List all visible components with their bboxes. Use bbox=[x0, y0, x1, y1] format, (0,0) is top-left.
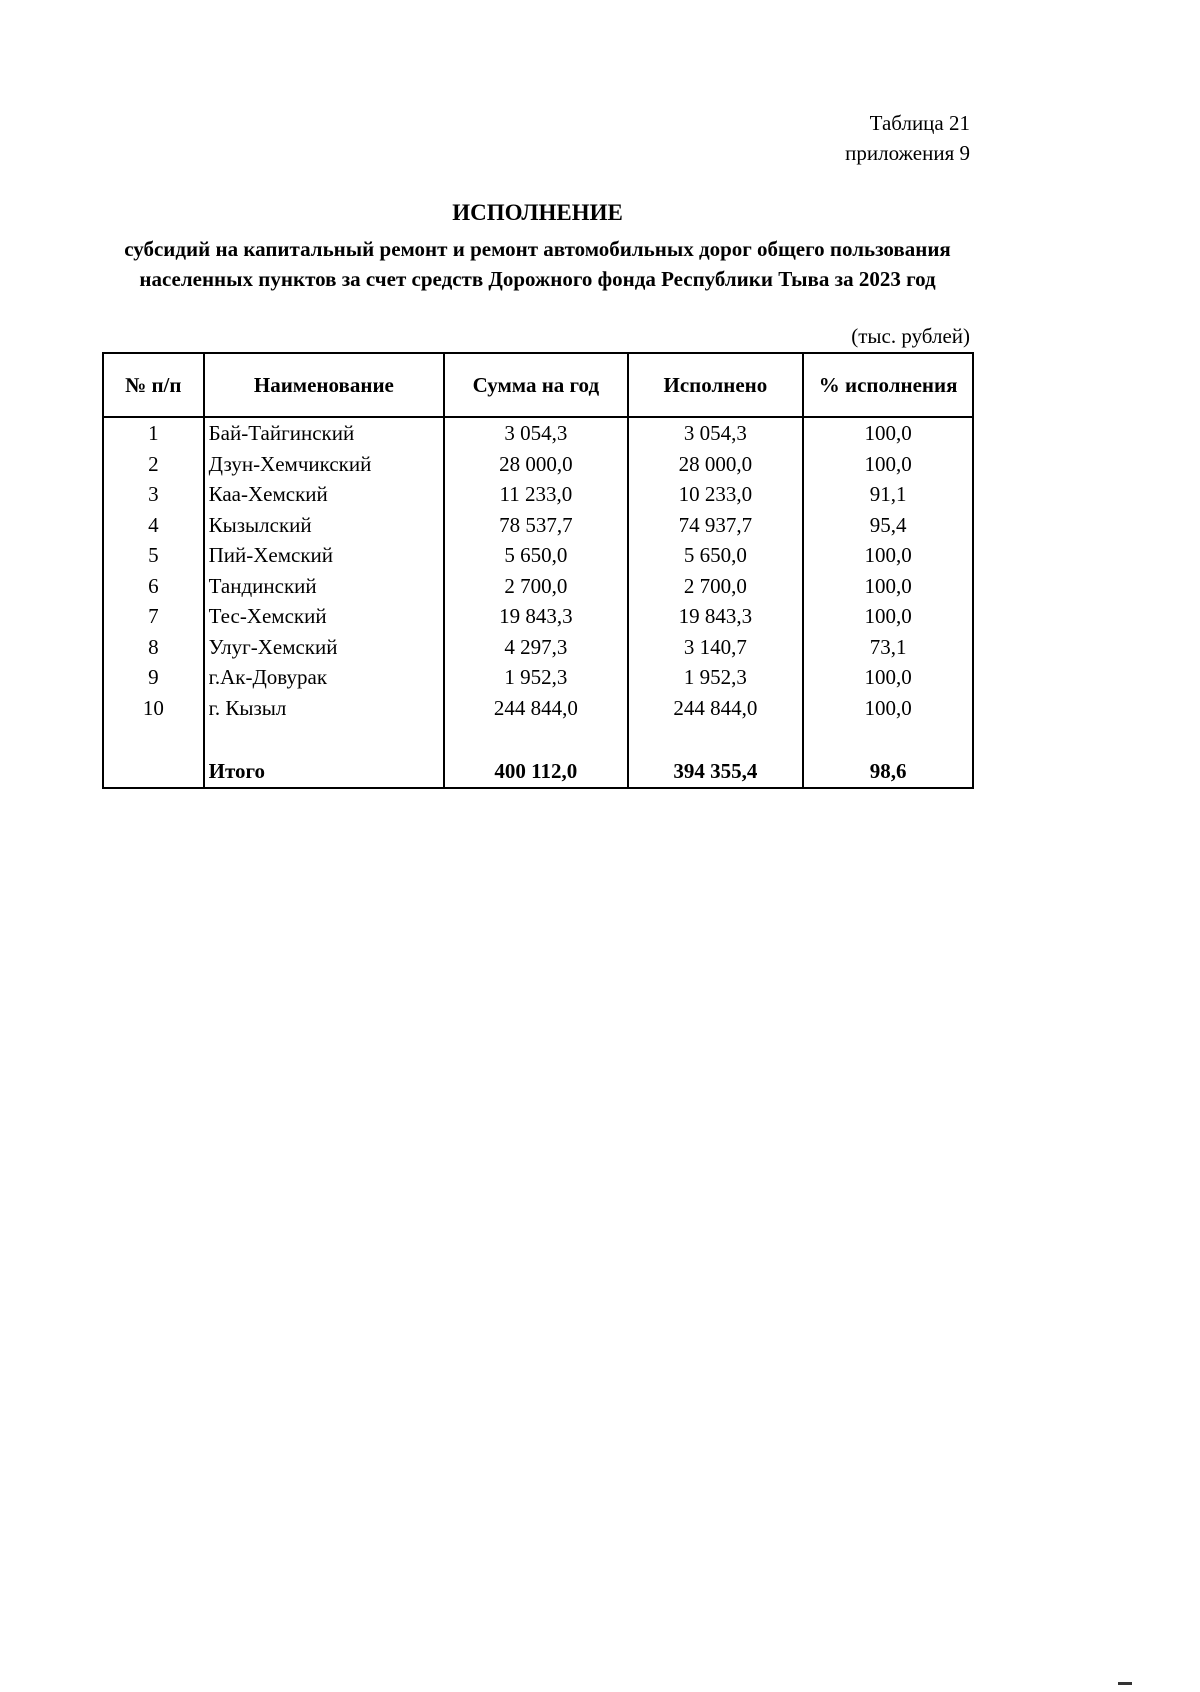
row-name: Тандинский bbox=[204, 571, 445, 602]
table-row bbox=[103, 417, 973, 449]
row-done: 19 843,3 bbox=[628, 601, 804, 632]
row-name: Дзун-Хемчикский bbox=[204, 449, 445, 480]
row-plan: 28 000,0 bbox=[444, 449, 627, 480]
table-spacer-row bbox=[103, 723, 973, 753]
total-plan: 400 112,0 bbox=[444, 753, 627, 788]
column-header-percent: % исполнения bbox=[803, 353, 973, 417]
row-number: 10 bbox=[103, 693, 204, 724]
row-name: Кызылский bbox=[204, 510, 445, 541]
row-plan: 1 952,3 bbox=[444, 662, 627, 693]
table-row bbox=[103, 601, 973, 632]
row-percent: 100,0 bbox=[803, 417, 973, 449]
column-header-number: № п/п bbox=[103, 353, 204, 417]
row-percent: 73,1 bbox=[803, 632, 973, 663]
row-number: 4 bbox=[103, 510, 204, 541]
document-subtitle: субсидий на капитальный ремонт и ремонт автомобильных дорог общего пользования населенных пунктов за счет средств Дорожного фонда Республики Тыва за 2023 год bbox=[124, 237, 951, 291]
table-row bbox=[103, 510, 973, 541]
row-done: 74 937,7 bbox=[628, 510, 804, 541]
row-name: г. Кызыл bbox=[204, 693, 445, 724]
table-row bbox=[103, 479, 973, 510]
title-block bbox=[100, 198, 975, 294]
table-header-row bbox=[103, 353, 973, 417]
row-name: Бай-Тайгинский bbox=[204, 417, 445, 449]
row-done: 28 000,0 bbox=[628, 449, 804, 480]
row-percent: 100,0 bbox=[803, 540, 973, 571]
row-name: Пий-Хемский bbox=[204, 540, 445, 571]
column-header-done: Исполнено bbox=[628, 353, 804, 417]
scan-artifact-mark bbox=[1118, 1682, 1132, 1685]
row-number: 5 bbox=[103, 540, 204, 571]
row-done: 244 844,0 bbox=[628, 693, 804, 724]
row-number: 3 bbox=[103, 479, 204, 510]
row-plan: 244 844,0 bbox=[444, 693, 627, 724]
total-percent: 98,6 bbox=[803, 753, 973, 788]
appendix-number: приложения 9 bbox=[845, 141, 970, 165]
row-number: 8 bbox=[103, 632, 204, 663]
row-number: 9 bbox=[103, 662, 204, 693]
table-reference bbox=[845, 108, 970, 168]
total-done: 394 355,4 bbox=[628, 753, 804, 788]
total-number-cell bbox=[103, 753, 204, 788]
row-done: 1 952,3 bbox=[628, 662, 804, 693]
row-number: 6 bbox=[103, 571, 204, 602]
row-done: 3 140,7 bbox=[628, 632, 804, 663]
row-percent: 100,0 bbox=[803, 601, 973, 632]
row-plan: 2 700,0 bbox=[444, 571, 627, 602]
row-number: 2 bbox=[103, 449, 204, 480]
row-name: Каа-Хемский bbox=[204, 479, 445, 510]
table-row bbox=[103, 632, 973, 663]
column-header-plan: Сумма на год bbox=[444, 353, 627, 417]
row-done: 2 700,0 bbox=[628, 571, 804, 602]
row-name: Улуг-Хемский bbox=[204, 632, 445, 663]
table-row bbox=[103, 662, 973, 693]
row-percent: 100,0 bbox=[803, 693, 973, 724]
row-percent: 100,0 bbox=[803, 571, 973, 602]
column-header-name: Наименование bbox=[204, 353, 445, 417]
row-percent: 91,1 bbox=[803, 479, 973, 510]
row-name: Тес-Хемский bbox=[204, 601, 445, 632]
total-label: Итого bbox=[204, 753, 445, 788]
row-number: 1 bbox=[103, 417, 204, 449]
units-label: (тыс. рублей) bbox=[851, 324, 970, 348]
row-name: г.Ак-Довурак bbox=[204, 662, 445, 693]
row-done: 10 233,0 bbox=[628, 479, 804, 510]
row-done: 5 650,0 bbox=[628, 540, 804, 571]
execution-table bbox=[102, 352, 974, 789]
table-body bbox=[103, 417, 973, 788]
table-total-row bbox=[103, 753, 973, 788]
table-row bbox=[103, 449, 973, 480]
table-number: Таблица 21 bbox=[869, 111, 970, 135]
row-done: 3 054,3 bbox=[628, 417, 804, 449]
row-percent: 95,4 bbox=[803, 510, 973, 541]
row-plan: 11 233,0 bbox=[444, 479, 627, 510]
row-plan: 4 297,3 bbox=[444, 632, 627, 663]
row-plan: 3 054,3 bbox=[444, 417, 627, 449]
row-plan: 5 650,0 bbox=[444, 540, 627, 571]
row-plan: 78 537,7 bbox=[444, 510, 627, 541]
table-row bbox=[103, 571, 973, 602]
document-title: ИСПОЛНЕНИЕ bbox=[452, 200, 623, 225]
row-number: 7 bbox=[103, 601, 204, 632]
table-row bbox=[103, 540, 973, 571]
row-plan: 19 843,3 bbox=[444, 601, 627, 632]
row-percent: 100,0 bbox=[803, 449, 973, 480]
table-row bbox=[103, 693, 973, 724]
row-percent: 100,0 bbox=[803, 662, 973, 693]
